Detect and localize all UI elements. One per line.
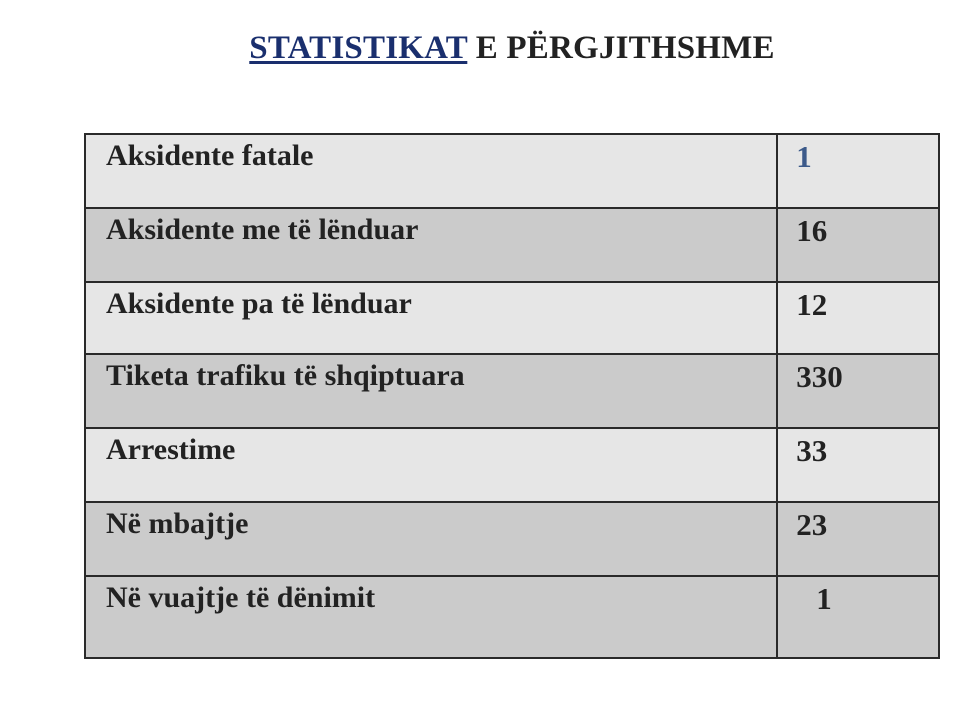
table-row <box>85 354 939 428</box>
row-label: Tiketa trafiku të shqiptuara <box>85 354 777 428</box>
title-rest: E PËRGJITHSHME <box>467 30 775 66</box>
table-row <box>85 282 939 354</box>
table-row <box>85 208 939 282</box>
title-underlined-word: STATISTIKAT <box>249 30 468 66</box>
row-label: Arrestime <box>85 428 777 502</box>
table-row <box>85 134 939 208</box>
statistics-table <box>84 133 940 659</box>
page-title <box>0 30 980 67</box>
row-value: 12 <box>777 282 939 354</box>
table-row <box>85 428 939 502</box>
table-row <box>85 502 939 576</box>
row-value: 330 <box>777 354 939 428</box>
row-label: Aksidente me të lënduar <box>85 208 777 282</box>
row-label: Aksidente fatale <box>85 134 777 208</box>
row-value: 33 <box>777 428 939 502</box>
row-label: Aksidente pa të lënduar <box>85 282 777 354</box>
row-value: 16 <box>777 208 939 282</box>
table-row <box>85 576 939 658</box>
row-value: 1 <box>777 134 939 208</box>
row-label: Në vuajtje të dënimit <box>85 576 777 658</box>
row-value: 1 <box>777 576 939 658</box>
row-label: Në mbajtje <box>85 502 777 576</box>
row-value: 23 <box>777 502 939 576</box>
